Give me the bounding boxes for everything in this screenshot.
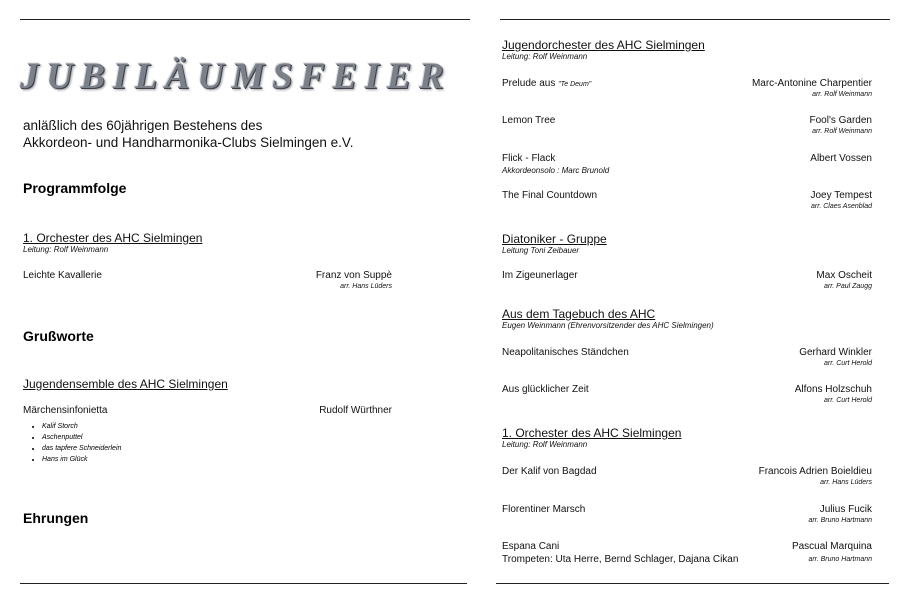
arranger-lueders: arr. Hans Lüders — [340, 283, 392, 290]
flick-flack-soloist: Akkordeonsolo : Marc Brunold — [502, 166, 610, 175]
right-bottom-rule — [496, 583, 889, 584]
jubilaeum-title: JUBILÄUMSFEIER — [20, 56, 452, 97]
orchestra-1-right-leader: Leitung: Rolf Weinmann — [502, 440, 588, 449]
piece-flick-flack: Flick - Flack — [502, 153, 556, 164]
intro-line-1: anläßlich des 60jährigen Bestehens des — [23, 118, 263, 133]
arranger-asenblad: arr. Claes Asenblad — [811, 203, 872, 210]
arranger-weinmann-2: arr. Rolf Weinmann — [812, 128, 872, 135]
programmfolge-heading: Programmfolge — [23, 180, 127, 196]
arranger-hartmann-1: arr. Bruno Hartmann — [808, 517, 872, 524]
list-item: • Aschenputtel — [42, 432, 121, 443]
orchestra-1-right-heading: 1. Orchester des AHC Sielmingen — [502, 426, 682, 440]
composer-fools-garden: Fool's Garden — [809, 115, 872, 126]
intro-text — [23, 117, 353, 151]
left-top-rule — [20, 19, 470, 20]
arranger-hartmann-2: arr. Bruno Hartmann — [808, 556, 872, 563]
arranger-lueders-2: arr. Hans Lüders — [820, 479, 872, 486]
left-bottom-rule — [20, 583, 467, 584]
composer-marquina: Pascual Marquina — [791, 541, 872, 552]
piece-prelude-title: Prelude aus — [502, 78, 556, 89]
composer-tempest: Joey Tempest — [810, 190, 872, 201]
espana-cani-trumpets: Trompeten: Uta Herre, Bernd Schlager, Dajana Cikan — [502, 554, 739, 565]
piece-zigeunerlager: Im Zigeunerlager — [502, 270, 578, 281]
maerchen-list — [32, 421, 121, 465]
arranger-herold-1: arr. Curt Herold — [824, 360, 872, 367]
list-item: • Kalif Storch — [42, 421, 121, 432]
composer-winkler: Gerhard Winkler — [799, 347, 872, 358]
ehrungen-heading: Ehrungen — [23, 510, 89, 526]
composer-charpentier: Marc-Antonine Charpentier — [751, 78, 872, 89]
piece-leichte-kavallerie: Leichte Kavallerie — [23, 270, 102, 281]
arranger-zaugg: arr. Paul Zaugg — [824, 283, 872, 290]
piece-gluecklicher-zeit: Aus glücklicher Zeit — [502, 384, 589, 395]
list-item: • Hans im Glück — [42, 454, 121, 465]
composer-fucik: Julius Fucik — [819, 504, 872, 515]
piece-neapolitanisches: Neapolitanisches Ständchen — [502, 347, 629, 358]
piece-prelude-subtitle: "Te Deum" — [558, 81, 592, 88]
piece-kalif-bagdad: Der Kalif von Bagdad — [502, 466, 597, 477]
composer-boieldieu: Francois Adrien Boieldieu — [758, 466, 872, 477]
grussworte-heading: Grußworte — [23, 328, 94, 344]
composer-oscheit: Max Oscheit — [816, 270, 872, 281]
arranger-herold-2: arr. Curt Herold — [824, 397, 872, 404]
piece-final-countdown: The Final Countdown — [502, 190, 598, 201]
intro-line-2: Akkordeon- und Handharmonika-Clubs Sielmingen e.V. — [23, 135, 354, 150]
jugendorchester-heading: Jugendorchester des AHC Sielmingen — [502, 38, 705, 52]
arranger-weinmann-1: arr. Rolf Weinmann — [812, 91, 872, 98]
orchestra-1-heading: 1. Orchester des AHC Sielmingen — [23, 231, 203, 245]
jugendensemble-heading: Jugendensemble des AHC Sielmingen — [23, 377, 228, 391]
piece-lemon-tree: Lemon Tree — [502, 115, 556, 126]
piece-maerchensinfonietta: Märchensinfonietta — [23, 405, 108, 416]
tagebuch-heading: Aus dem Tagebuch des AHC — [502, 307, 656, 321]
diatoniker-leader: Leitung Toni Zeibauer — [502, 246, 580, 255]
composer-wuerthner: Rudolf Würthner — [319, 405, 392, 416]
piece-espana-cani: Espana Cani — [502, 541, 560, 552]
diatoniker-heading: Diatoniker - Gruppe — [502, 232, 607, 246]
list-item: • das tapfere Schneiderlein — [42, 443, 121, 454]
jugendorchester-leader: Leitung: Rolf Weinmann — [502, 52, 588, 61]
composer-suppe: Franz von Suppè — [315, 270, 392, 281]
composer-holzschuh: Alfons Holzschuh — [794, 384, 872, 395]
orchestra-1-leader: Leitung: Rolf Weinmann — [23, 245, 109, 254]
piece-florentiner: Florentiner Marsch — [502, 504, 586, 515]
right-top-rule — [500, 19, 890, 20]
composer-vossen: Albert Vossen — [810, 153, 872, 164]
piece-prelude — [502, 78, 591, 89]
tagebuch-leader: Eugen Weinmann (Ehrenvorsitzender des AHC Sielmingen) — [502, 321, 714, 330]
